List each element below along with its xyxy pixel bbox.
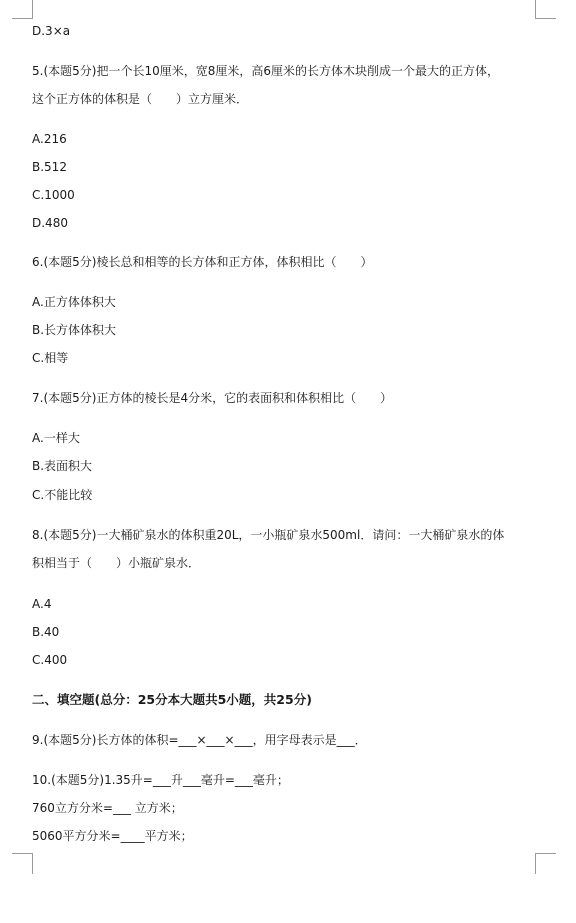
page-corner-mark-top-right (535, 0, 556, 19)
q6-option-b: B.长方体体积大 (32, 323, 117, 337)
q6-option-a: A.正方体体积大 (32, 295, 116, 309)
q8-option-b: B.40 (32, 625, 60, 639)
q5-stem-line1: 5.(本题5分)把一个长10厘米，宽8厘米，高6厘米的长方体木块削成一个最大的正方体， (32, 64, 499, 78)
q8-option-c: C.400 (32, 653, 68, 667)
q5-stem-line2: 这个正方体的体积是（ ）立方厘米． (32, 92, 249, 106)
q5-option-b: B.512 (32, 160, 67, 174)
q10-part3: 5060平方分米=____平方米； (32, 829, 193, 843)
q6-stem: 6.(本题5分)棱长总和相等的长方体和正方体，体积相比（ ） (32, 255, 373, 269)
q9-stem: 9.(本题5分)长方体的体积=___×___×___，用字母表示是___． (32, 733, 367, 747)
q7-option-a: A.一样大 (32, 431, 80, 445)
q10-stem: 10.(本题5分)1.35升=___升___毫升=___毫升； (32, 773, 289, 787)
q8-stem-line2: 积相当于（ ）小瓶矿泉水． (32, 556, 201, 570)
q4-option-d: D.3×a (32, 24, 71, 38)
q6-option-c: C.相等 (32, 351, 69, 365)
q8-option-a: A.4 (32, 597, 52, 611)
q5-option-d: D.480 (32, 216, 68, 230)
q7-option-b: B.表面积大 (32, 459, 93, 473)
section-heading-fill-in: 二、填空题(总分：25分本大题共5小题，共25分) (32, 692, 312, 707)
q8-stem-line1: 8.(本题5分)一大桶矿泉水的体积重20L，一小瓶矿泉水500ml．请问：一大桶矿泉水的体 (32, 528, 505, 542)
q10-part2: 760立方分米=___ 立方米； (32, 801, 183, 815)
page-corner-mark-top-left (12, 0, 33, 19)
page-corner-mark-bottom-right (535, 853, 556, 874)
q5-option-a: A.216 (32, 132, 67, 146)
page-corner-mark-bottom-left (12, 853, 33, 874)
q7-option-c: C.不能比较 (32, 488, 93, 502)
q7-stem: 7.(本题5分)正方体的棱长是4分米，它的表面积和体积相比（ ） (32, 391, 393, 405)
q5-option-c: C.1000 (32, 188, 75, 202)
